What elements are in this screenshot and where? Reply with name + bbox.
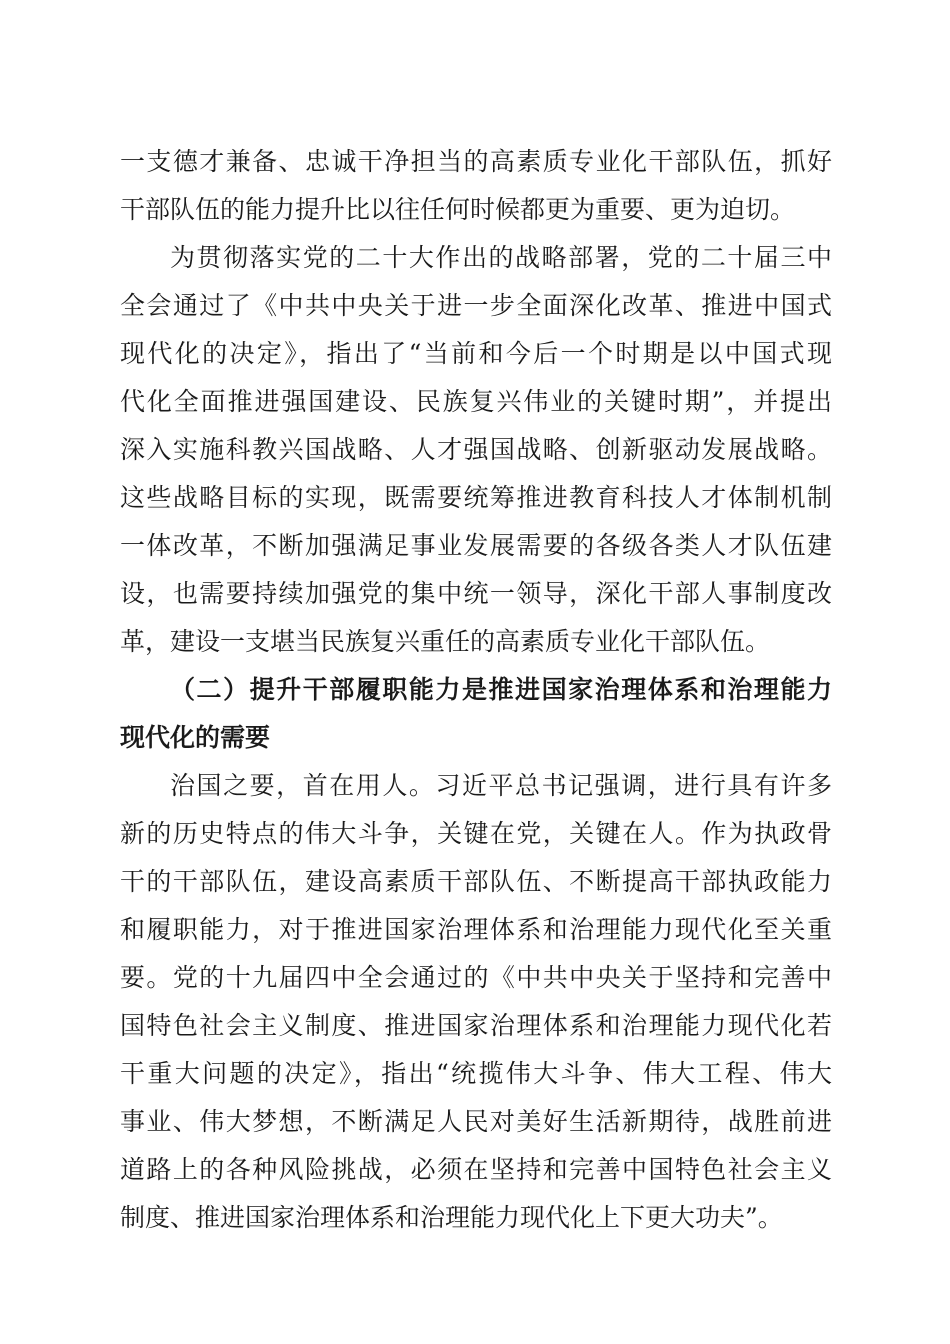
text-line: 现代化的决定》，指出了“当前和今后一个时期是以中国式现 [120, 339, 832, 368]
text-line: 干的干部队伍，建设高素质干部队伍、不断提高干部执政能力 [120, 867, 832, 896]
text-line: 要。党的十九届四中全会通过的《中共中央关于坚持和完善中 [120, 963, 832, 992]
text-line: 制度、推进国家治理体系和治理能力现代化上下更大功夫”。 [120, 1203, 783, 1232]
paragraph-continuation [120, 138, 832, 234]
paragraph-governance [120, 762, 832, 1242]
heading-line: 现代化的需要 [120, 723, 271, 752]
text-line: 为贯彻落实党的二十大作出的战略部署，党的二十届三中 [170, 243, 832, 272]
text-line: 代化全面推进强国建设、民族复兴伟业的关键时期”，并提出 [120, 387, 832, 416]
text-line: 深入实施科教兴国战略、人才强国战略、创新驱动发展战略。 [120, 435, 832, 464]
text-line: 干重大问题的决定》，指出“统揽伟大斗争、伟大工程、伟大 [120, 1059, 832, 1088]
text-line: 这些战略目标的实现，既需要统筹推进教育科技人才体制机制 [120, 483, 832, 512]
document-page [120, 138, 832, 1242]
text-line: 道路上的各种风险挑战，必须在坚持和完善中国特色社会主义 [120, 1155, 832, 1184]
section-heading [120, 666, 832, 762]
paragraph-strategy [120, 234, 832, 666]
text-line: 治国之要，首在用人。习近平总书记强调，进行具有许多 [170, 771, 832, 800]
text-line: 一支德才兼备、忠诚干净担当的高素质专业化干部队伍，抓好 [120, 147, 832, 176]
text-line: 干部队伍的能力提升比以往任何时候都更为重要、更为迫切。 [120, 195, 796, 224]
text-line: 一体改革，不断加强满足事业发展需要的各级各类人才队伍建 [120, 531, 832, 560]
text-line: 全会通过了《中共中央关于进一步全面深化改革、推进中国式 [120, 291, 832, 320]
text-line: 事业、伟大梦想，不断满足人民对美好生活新期待，战胜前进 [120, 1107, 832, 1136]
text-line: 新的历史特点的伟大斗争，关键在党，关键在人。作为执政骨 [120, 819, 832, 848]
text-line: 设，也需要持续加强党的集中统一领导，深化干部人事制度改 [120, 579, 832, 608]
text-line: 和履职能力，对于推进国家治理体系和治理能力现代化至关重 [120, 915, 832, 944]
heading-line: （二）提升干部履职能力是推进国家治理体系和治理能力 [170, 675, 832, 704]
text-line: 国特色社会主义制度、推进国家治理体系和治理能力现代化若 [120, 1011, 832, 1040]
text-line: 革，建设一支堪当民族复兴重任的高素质专业化干部队伍。 [120, 627, 771, 656]
